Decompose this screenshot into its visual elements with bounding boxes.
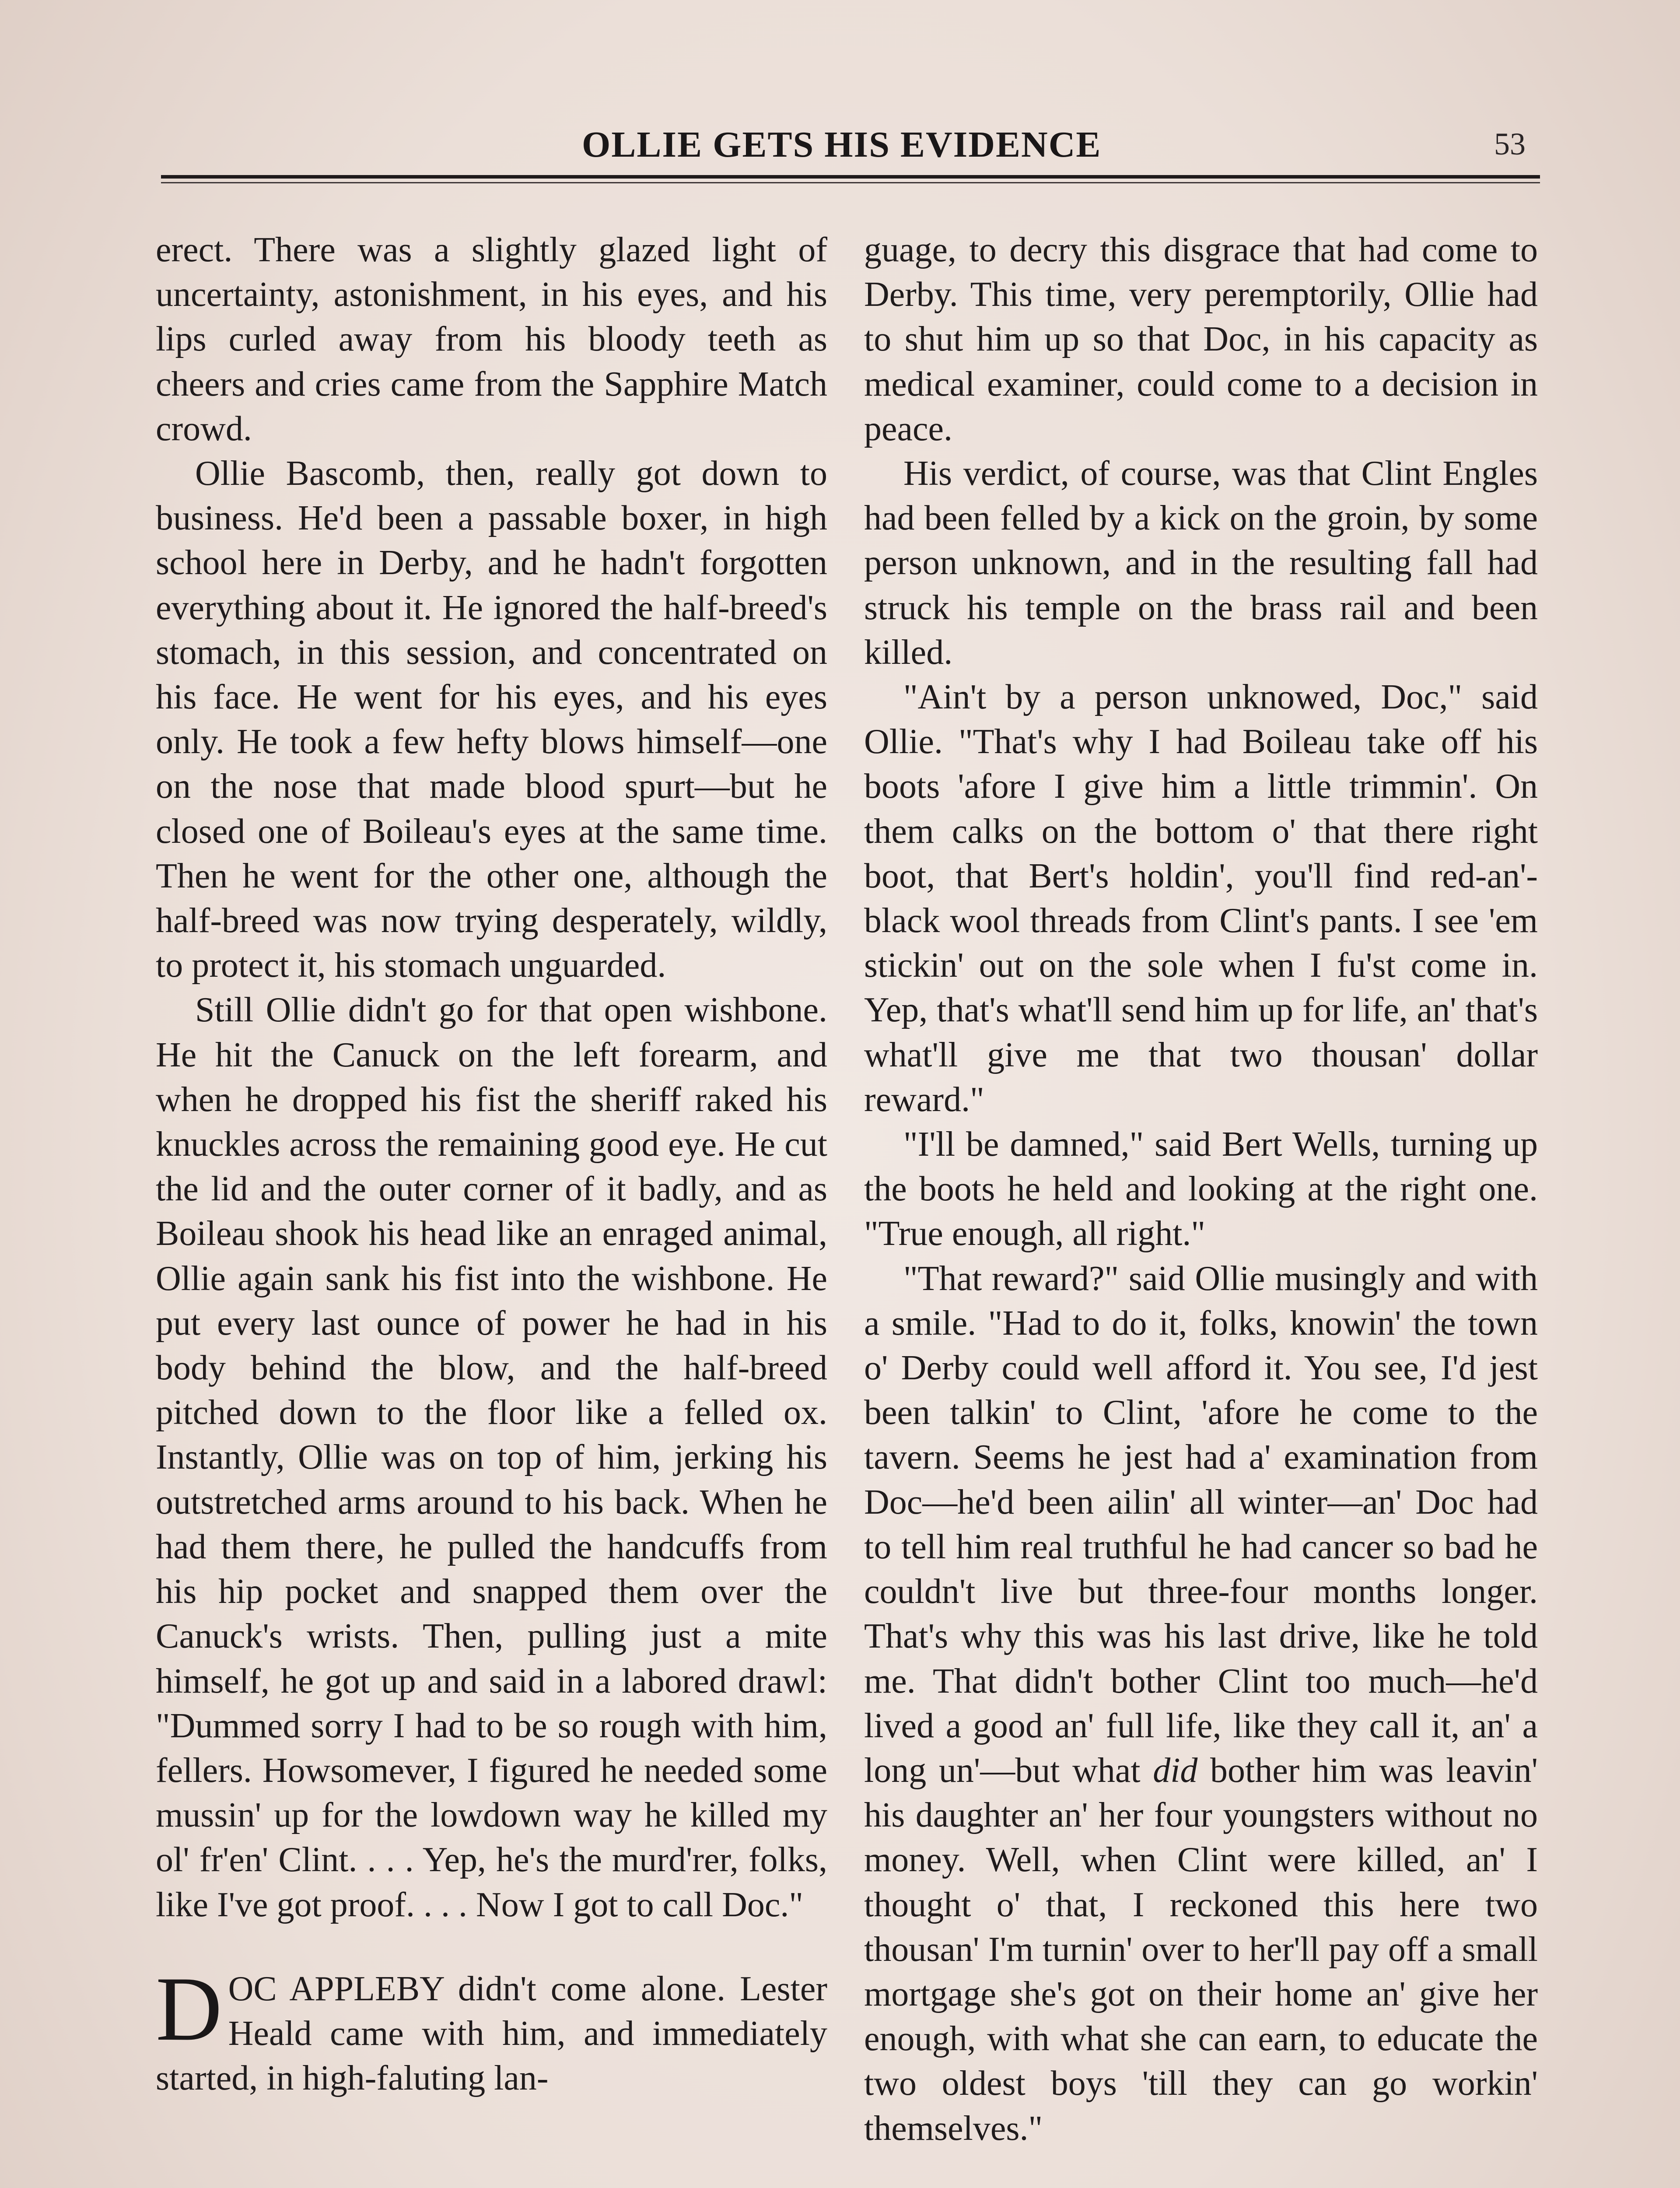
- section-opening-paragraph: [156, 1958, 827, 2101]
- left-column: [156, 228, 827, 2100]
- paragraph: guage, to decry this disgrace that had come to Derby. This time, very peremptorily, Ollie had to shut him up so that Doc, in his capacity as medical examiner, could come to a decision in peace.: [864, 231, 1538, 448]
- paragraph-text: OC APPLEBY didn't come alone. Lester Heald came with him, and immediately started, in high-faluting lan-: [156, 1969, 827, 2098]
- paragraph-text: bother him was leavin' his daughter an' her four youngsters without no money. Well, when Clint were killed, an' I thought o' that, I reckoned this here two thousan' I'm turnin' over to her'll pay off a small mortgage she's got on their home an' give her enough, with what she can earn, to educate the two oldest boys 'till they can go workin' themselves.": [864, 1751, 1538, 2148]
- paragraph: "Ain't by a person unknowed, Doc," said Ollie. "That's why I had Boileau take off his boots 'afore I give him a little trimmin'. On them calks on the bottom o' that there right boot, that Bert's holdin', you'll find red-an'-black wool threads from Clint's pants. I see 'em stickin' out on the sole when I fu'st come in. Yep, that's what'll send him up for life, an' that's what'll give me that two thousan' dollar reward.": [864, 678, 1538, 1119]
- paragraph: Ollie Bascomb, then, really got down to business. He'd been a passable boxer, in high school here in Derby, and he hadn't forgotten everything about it. He ignored the half-breed's stomach, in this session, and concentrated on his face. He went for his eyes, and his eyes only. He took a few hefty blows himself—one on the nose that made blood spurt—but he closed one of Boileau's eyes at the same time. Then he went for the other one, although the half-breed was now trying desperately, wildly, to protect it, his stomach unguarded.: [156, 454, 827, 985]
- paragraph: erect. There was a slightly glazed light of uncertainty, astonishment, in his eyes, and his lips curled away from his bloody teeth as cheers and cries came from the Sapphire Match crowd.: [156, 231, 827, 448]
- running-head: OLLIE GETS HIS EVIDENCE: [582, 124, 1102, 165]
- paragraph: His verdict, of course, was that Clint Engles had been felled by a kick on the groin, by some person unknown, and in the resulting fall had struck his temple on the brass rail and been killed.: [864, 454, 1538, 672]
- paragraph: Still Ollie didn't go for that open wishbone. He hit the Canuck on the left forearm, and when he dropped his fist the sheriff raked his knuckles across the remaining good eye. He cut the lid and the outer corner of it badly, and as Boileau shook his head like an enraged animal, Ollie again sank his fist into the wishbone. He put every last ounce of power he had in his body behind the blow, and the half-breed pitched down to the floor like a felled ox. Instantly, Ollie was on top of him, jerking his outstretched arms around to his back. When he had them there, he pulled the handcuffs from his hip pocket and snapped them over the Canuck's wrists. Then, pulling just a mite himself, he got up and said in a labored drawl: "Dummed sorry I had to be so rough with him, fellers. Howsomever, I figured he needed some mussin' up for the lowdown way he killed my ol' fr'en' Clint. . . . Yep, he's the murd'rer, folks, like I've got proof. . . . Now I got to call Doc.": [156, 991, 827, 1924]
- drop-cap: D: [156, 1958, 222, 2060]
- paragraph: [864, 1256, 1538, 2151]
- italic-emphasis: did: [1153, 1751, 1198, 1790]
- right-column: [864, 228, 1538, 2151]
- header-rule-thin: [161, 182, 1540, 183]
- paragraph-text: "That reward?" said Ollie musingly and with a smile. "Had to do it, folks, knowin' the town o' Derby could well afford it. You see, I'd jest been talkin' to Clint, 'afore he come to the tavern. Seems he jest had a' examination from Doc—he'd been ailin' all winter—an' Doc had to tell him real truthful he had cancer so bad he couldn't live but three-four months longer. That's why this was his last drive, like he told me. That didn't bother Clint too much—he'd lived a good an' full life, like they call it, an' a long un'—but what: [864, 1259, 1538, 1790]
- header-rule: [161, 175, 1540, 179]
- paragraph: "I'll be damned," said Bert Wells, turning up the boots he held and looking at the right one. "True enough, all right.": [864, 1125, 1538, 1253]
- page-number: 53: [1494, 126, 1526, 161]
